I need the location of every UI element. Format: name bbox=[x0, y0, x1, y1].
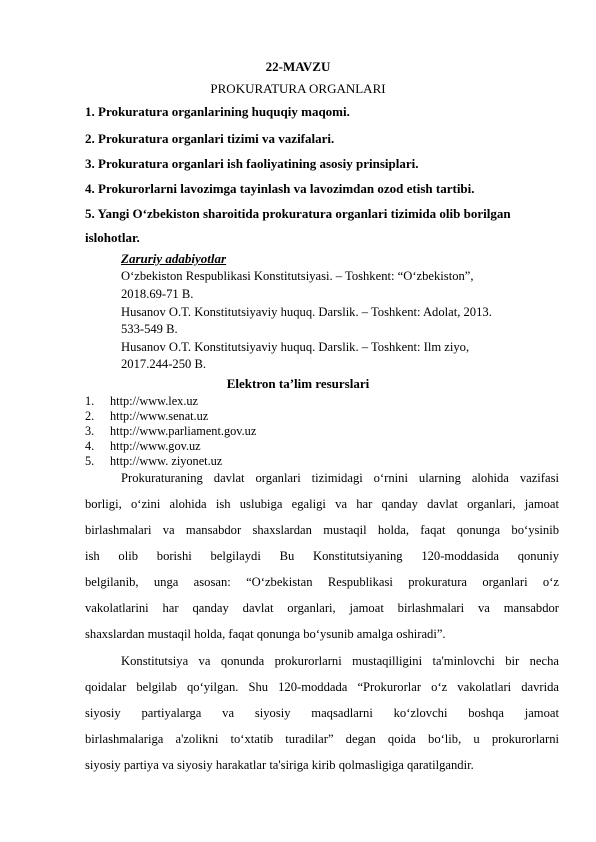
paragraph-line: siyosiy partiyalarga va siyosiy maqsadlarni ko‘zlovchi boshqa jamoat bbox=[85, 706, 559, 720]
paragraph-line: borligi, o‘zini alohida ish uslubiga egaligi va har qanday davlat organlari, jamoat bbox=[85, 497, 559, 511]
literature-heading: Zaruriy adabiyotlar bbox=[121, 251, 227, 266]
resource-number: 4. bbox=[85, 439, 95, 453]
literature-line: 2018.69-71 B. bbox=[121, 287, 194, 301]
page-title: PROKURATURA ORGANLARI bbox=[210, 81, 386, 96]
literature-line: Husanov O.T. Konstitutsiyaviy huquq. Darslik. – Toshkent: Ilm ziyo, bbox=[121, 340, 470, 354]
resource-link[interactable]: http://www.parliament.gov.uz bbox=[110, 424, 257, 438]
resource-number: 1. bbox=[85, 394, 95, 408]
literature-line: 533-549 B. bbox=[121, 322, 178, 336]
resource-link[interactable]: http://www.gov.uz bbox=[110, 439, 201, 453]
literature-line: 2017.244-250 B. bbox=[121, 357, 207, 371]
paragraph-line: Prokuraturaning davlat organlari tizimidagi o‘rnini ularning alohida vazifasi bbox=[121, 471, 559, 485]
resource-link[interactable]: http://www.lex.uz bbox=[110, 394, 198, 408]
resource-number: 3. bbox=[85, 424, 95, 438]
plan-item: 5. Yangi O‘zbekiston sharoitida prokuratura organlari tizimida olib borilgan bbox=[85, 206, 511, 221]
paragraph-line: birlashmalariga a'zolikni to‘xtatib turadilar” degan qoida bo‘lib, u prokurorlarni bbox=[85, 732, 559, 746]
literature-line: O‘zbekiston Respublikasi Konstitutsiyasi. – Toshkent: “O‘zbekiston”, bbox=[121, 269, 474, 283]
plan-item: 4. Prokurorlarni lavozimga tayinlash va lavozimdan ozod etish tartibi. bbox=[85, 181, 475, 196]
plan-item: 3. Prokuratura organlari ish faoliyatining asosiy prinsiplari. bbox=[85, 156, 419, 171]
plan-item: 1. Prokuratura organlarining huquqiy maqomi. bbox=[85, 104, 350, 119]
resource-number: 2. bbox=[85, 409, 95, 423]
paragraph-line: shaxslardan mustaqil holda, faqat qonunga bo‘ysunib amalga oshiradi”. bbox=[85, 627, 446, 641]
plan-item: islohotlar. bbox=[85, 230, 140, 245]
plan-item: 2. Prokuratura organlari tizimi va vazifalari. bbox=[85, 131, 335, 146]
resource-number: 5. bbox=[85, 454, 95, 468]
paragraph-line: qoidalar belgilab qo‘yilgan. Shu 120-moddada “Prokurorlar o‘z vakolatlari davrida bbox=[85, 680, 559, 694]
literature-line: Husanov O.T. Konstitutsiyaviy huquq. Darslik. – Toshkent: Adolat, 2013. bbox=[121, 305, 492, 319]
resource-link[interactable]: http://www.senat.uz bbox=[110, 409, 209, 423]
paragraph-line: Konstitutsiya va qonunda prokurorlarni mustaqilligini ta'minlovchi bir necha bbox=[121, 654, 559, 668]
resource-link[interactable]: http://www. ziyonet.uz bbox=[110, 454, 223, 468]
paragraph-line: ish olib borishi belgilaydi Bu Konstitutsiyaning 120-moddasida qonuniy bbox=[85, 549, 559, 563]
topic-number: 22-MAVZU bbox=[265, 59, 331, 74]
paragraph-line: vakolatlarini har qanday davlat organlari, jamoat birlashmalari va mansabdor bbox=[85, 601, 559, 615]
resources-heading: Elektron ta’lim resurslari bbox=[226, 376, 370, 391]
paragraph-line: belgilanib, unga asosan: “O‘zbekistan Respublikasi prokuratura organlari o‘z bbox=[85, 575, 559, 589]
paragraph-line: siyosiy partiya va siyosiy harakatlar ta'siriga kirib qolmasligiga qaratilgandir. bbox=[85, 758, 474, 772]
paragraph-line: birlashmalari va mansabdor shaxslardan mustaqil holda, faqat qonunga bo‘ysinib bbox=[85, 523, 559, 537]
